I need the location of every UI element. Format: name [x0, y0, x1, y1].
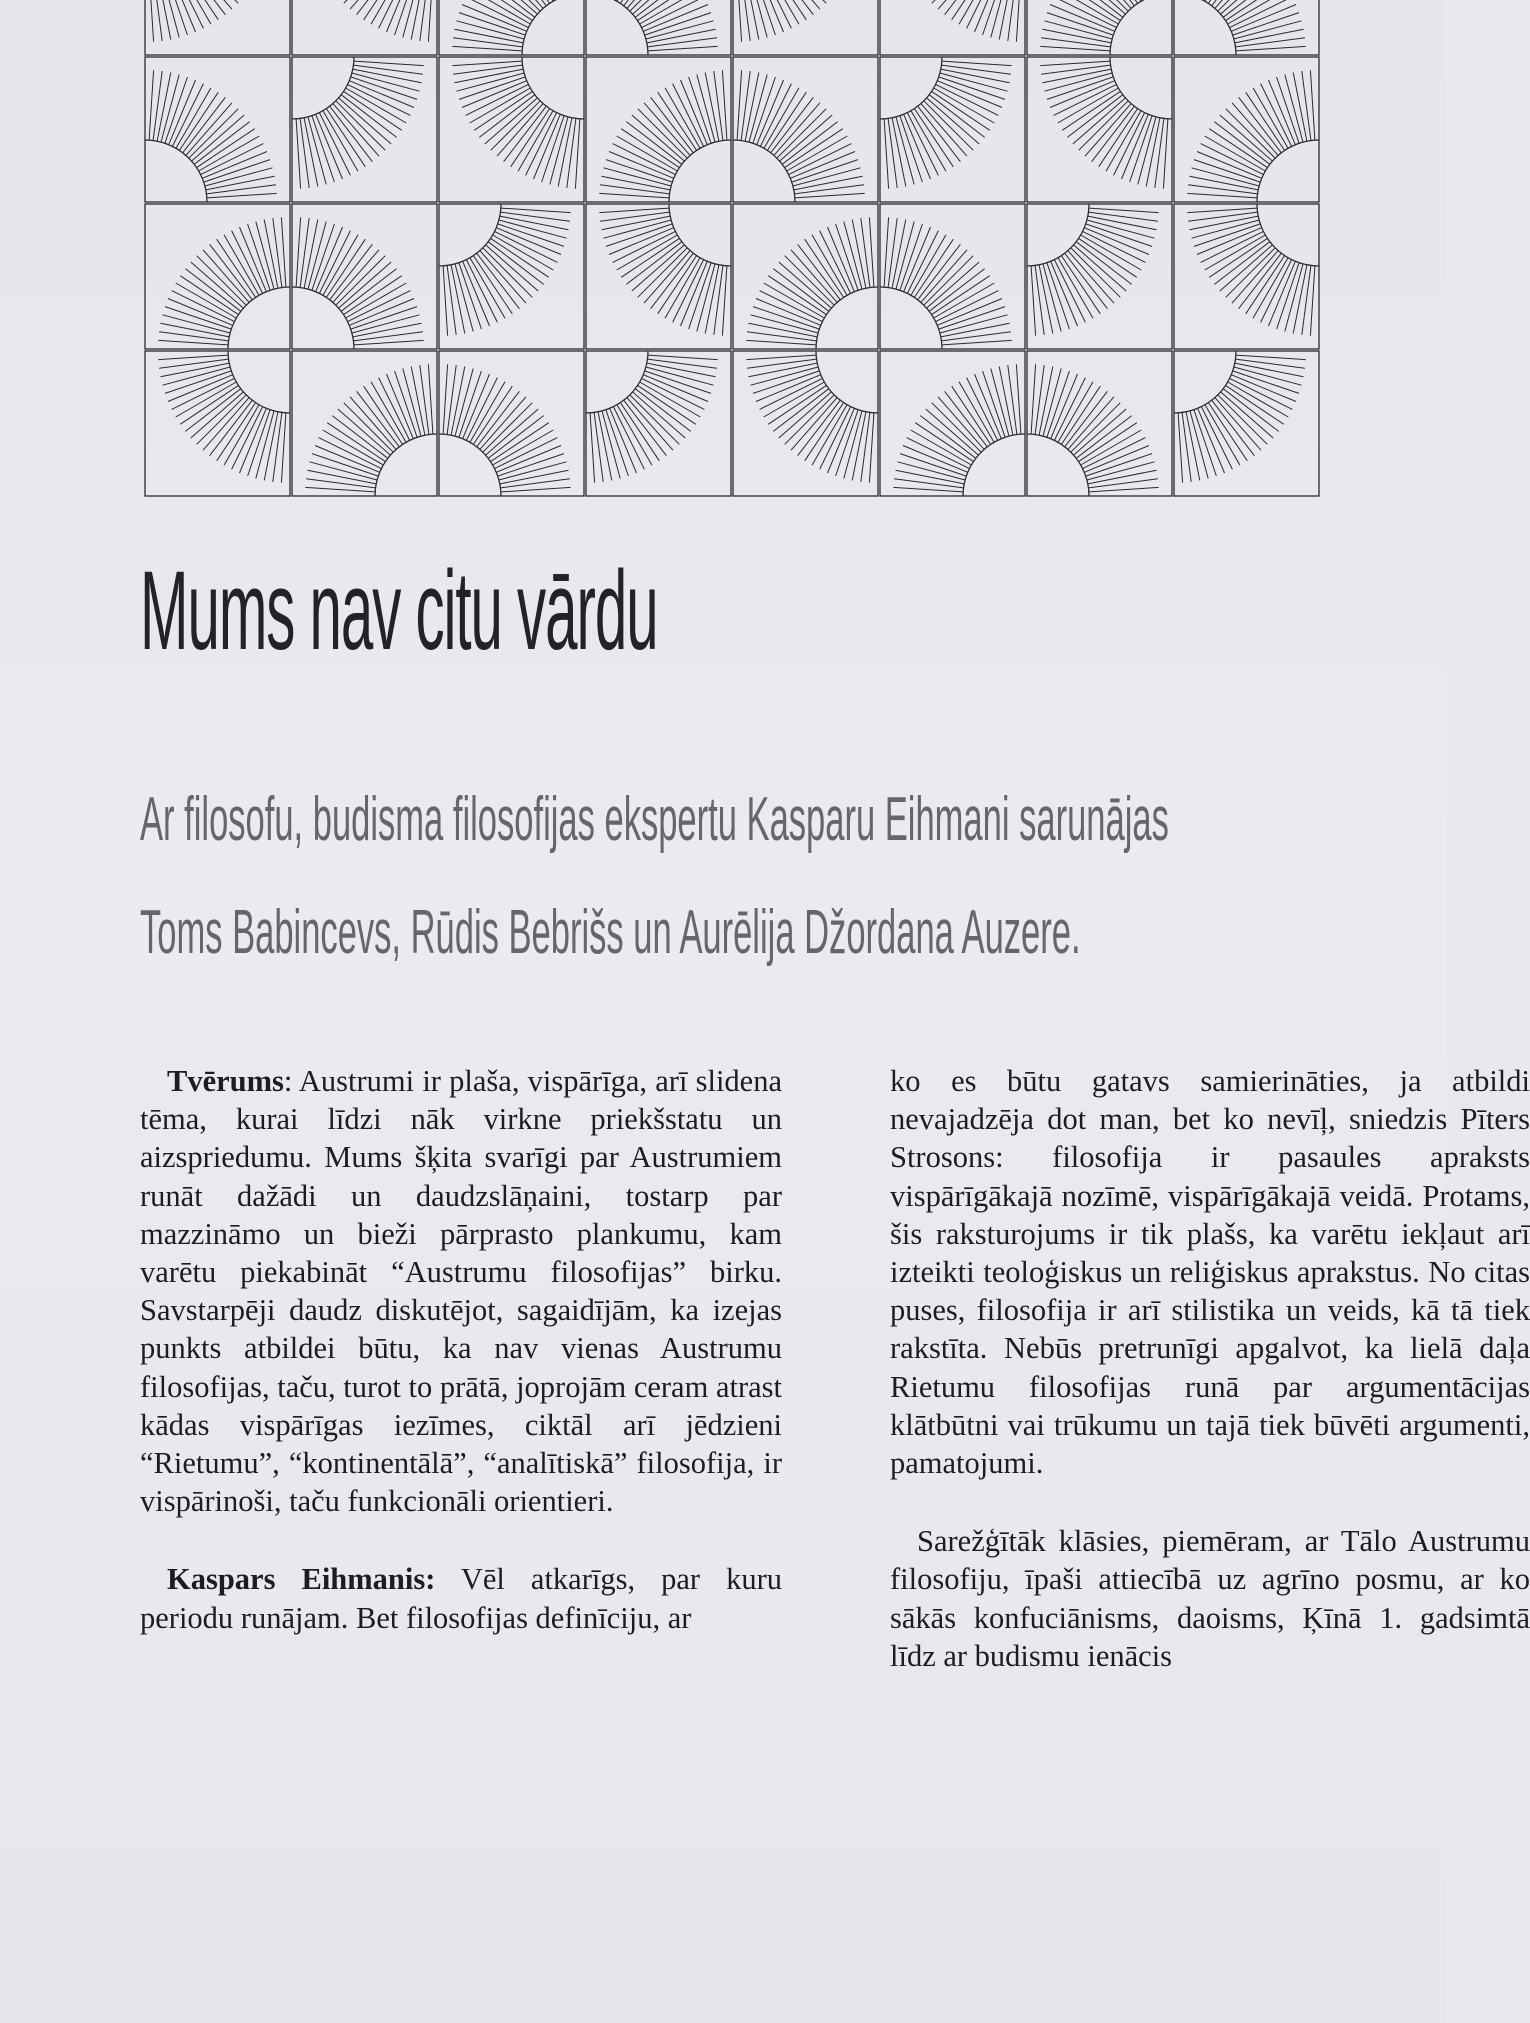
subtitle-line-2: Toms Babincevs, Rūdis Bebrišs un Aurēlija Džordana Auzere. [140, 898, 1081, 967]
subtitle-line-1: Ar filosofu, budisma filosofijas ekspertu Kasparu Eihmani sarunājas [140, 785, 1169, 854]
paragraph-text: : Austrumi ir plaša, vispārīga, arī slidena tēma, kurai līdzi nāk virkne priekšstatu un aizspriedumu. Mums šķita svarīgi par Austrumiem runāt dažādi un daudzslāņaini, tostarp par mazzināmo un bieži pārprasto plankumu, kam varētu piekabināt “Austrumu filosofijas” birku. Savstarpēji daudz diskutējot, sagaidījām, ka izejas punkts atbildei būtu, ka nav vienas Austrumu filosofijas, taču, turot to prātā, joprojām ceram atrast kādas vispārīgas iezīmes, ciktāl arī jēdzieni “Rietumu”, “kontinentālā”, “analītiskā” filosofija, ir vispārinoši, taču funkcionāli orientieri. [140, 1064, 782, 1519]
paragraph-text: ko es būtu gatavs samierināties, ja atbildi nevajadzēja dot man, bet ko nevīļ, sniedzis Pīters Strosons: filosofija ir pasaules apraksts vispārīgākajā nozīmē, vispārīgākajā veidā. Protams, šis raksturojums ir tik plašs, ka varētu iekļaut arī izteikti teoloģiskus un reliģiskus aprakstus. No citas puses, filosofija ir arī stilistika un veids, kā tā tiek rakstīta. Nebūs pretrunīgi apgalvot, ka lielā daļa Rietumu filosofijas runā par argumentācijas klātbūtni vai trūkumu un tajā tiek būvēti argumenti, pamatojumi. [890, 1064, 1530, 1481]
article-subtitle [140, 763, 1169, 989]
radiating-tile-pattern-icon [140, 0, 1330, 500]
speaker-label: Kaspars Eihmanis: [167, 1562, 436, 1597]
paragraph-text: Vēl atkarīgs, par kuru periodu runājam. Bet filosofijas definīciju, ar [140, 1562, 782, 1635]
speaker-label: Tvērums [167, 1064, 284, 1098]
article-title: Mums nav citu vārdu [140, 548, 658, 673]
paragraph-text: Sarežģītāk klāsies, piemēram, ar Tālo Austrumu filosofiju, īpaši attiecībā uz agrīno posmu, ar ko sākās konfuciānisms, daoisms, Ķīnā 1. gadsimtā līdz ar budismu ienācis [890, 1524, 1530, 1673]
